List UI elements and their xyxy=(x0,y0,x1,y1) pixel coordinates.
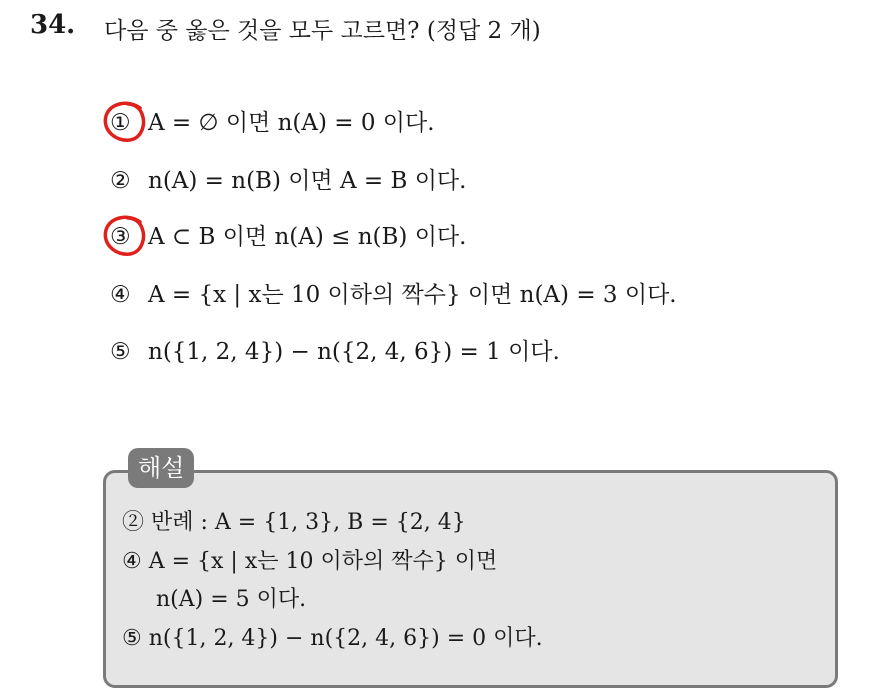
choice-5[interactable] xyxy=(110,337,560,367)
solution-line-3: n(A) = 5 이다. xyxy=(156,587,307,612)
choice-mark: ④ xyxy=(110,282,131,308)
choice-text: n(A) = n(B) 이면 A = B 이다. xyxy=(148,168,467,194)
choice-text: A = {x | x는 10 이하의 짝수} 이면 n(A) = 3 이다. xyxy=(148,282,677,308)
choice-mark: ① xyxy=(110,110,131,136)
solution-line-2: ④ A = {x | x는 10 이하의 짝수} 이면 xyxy=(122,549,498,574)
choice-mark: ③ xyxy=(110,224,131,250)
choice-text: n({1, 2, 4}) − n({2, 4, 6}) = 1 이다. xyxy=(148,339,560,365)
choice-1[interactable] xyxy=(110,108,435,138)
solution-box xyxy=(103,470,838,688)
solution-tag: 해설 xyxy=(128,448,194,488)
solution-line-1: ② 반례 : A = {1, 3}, B = {2, 4} xyxy=(122,510,466,535)
choice-mark: ⑤ xyxy=(110,339,131,365)
choice-text: A = ∅ 이면 n(A) = 0 이다. xyxy=(148,110,435,136)
solution-line-4: ⑤ n({1, 2, 4}) − n({2, 4, 6}) = 0 이다. xyxy=(122,626,543,651)
choice-mark: ② xyxy=(110,168,131,194)
choice-text: A ⊂ B 이면 n(A) ≤ n(B) 이다. xyxy=(148,224,467,250)
choice-4[interactable] xyxy=(110,280,677,310)
choice-3[interactable] xyxy=(110,222,466,252)
question-text: 다음 중 옳은 것을 모두 고르면? (정답 2 개) xyxy=(104,18,541,44)
question-number: 34. xyxy=(30,10,76,40)
choice-2[interactable] xyxy=(110,166,466,196)
